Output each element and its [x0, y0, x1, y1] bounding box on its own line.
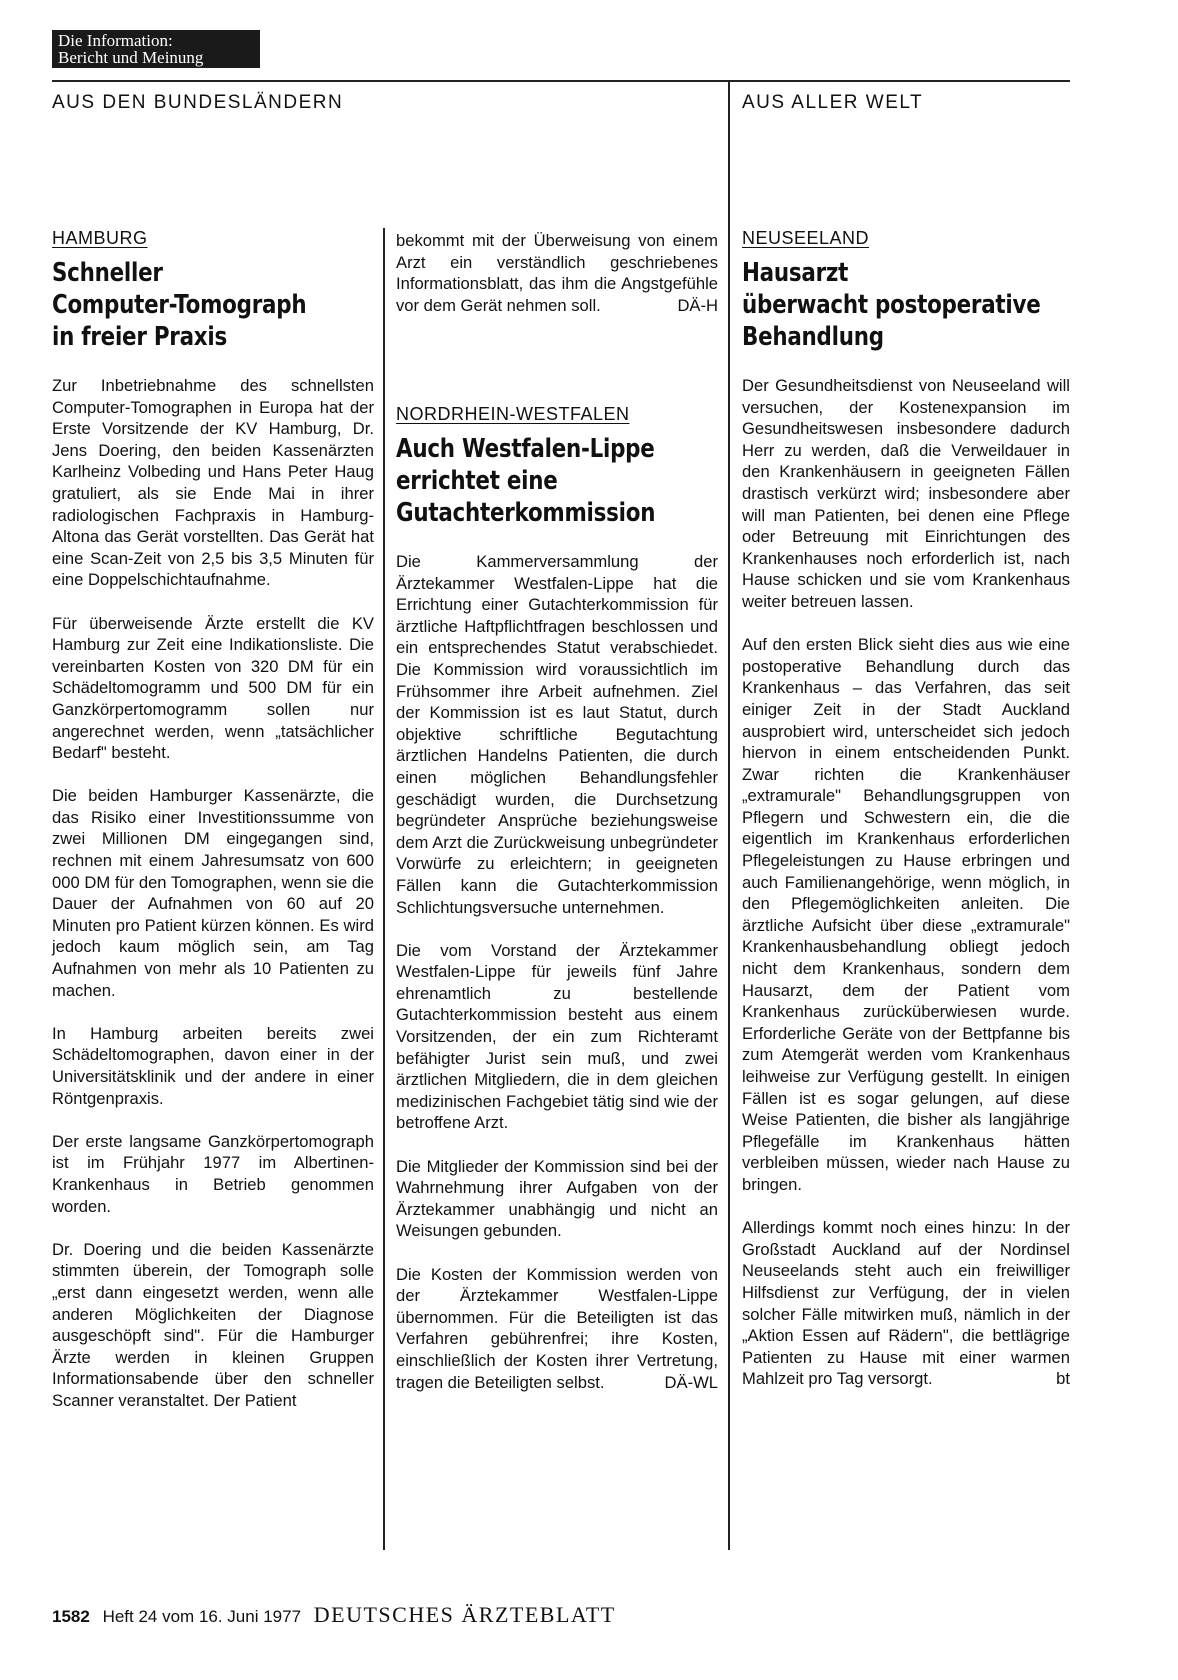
section-label-bundeslaender: AUS DEN BUNDESLÄNDERN: [52, 92, 344, 113]
column-rule-right: [728, 80, 730, 1550]
top-rule: [52, 80, 1070, 82]
region-label-hamburg: HAMBURG: [52, 228, 148, 248]
paragraph-last: [396, 1264, 718, 1394]
paragraph: Die vom Vorstand der Ärztekammer Westfalen-Lippe für jeweils fünf Jahre ehrenamtlich zu bestellende Gutachterkommission besteht aus einem Vorsitzenden, der ein zum Richteramt befähigter Jurist sein muß, und zwei ärztlichen Mitgliedern, die in dem gleichen medizinischen Fachgebiet tätig sind wie der betroffene Arzt.: [396, 940, 718, 1133]
signature-hamburg: DÄ-H: [677, 295, 718, 315]
paragraph: Auf den ersten Blick sieht dies aus wie eine postoperative Behandlung durch das Krankenhaus – das Verfahren, das seit einiger Zeit in der Stadt Auckland ausprobiert wird, unterscheidet sich jedoch hiervon in einem entscheidenden Punkt. Zwar richten die Krankenhäuser „extramurale" Behandlungsgruppen von Pflegern und Schwestern ein, die die eigentlich im Krankenhaus erforderlichen Pflegeleistungen zu Hause erbringen und auch Familienangehörige, wenn möglich, in den Pflegemöglichkeiten anleiten. Die ärztliche Aufsicht über diese „extramurale" Krankenhausbehandlung obliegt jedoch nicht dem Krankenhaus, sondern dem Hausarzt, dem der Patient vom Krankenhaus zurücküberwiesen wurde. Erforderliche Geräte von der Bettpfanne bis zum Atemgerät werden vom Krankenhaus leihweise zur Verfügung gestellt. In einigen Fällen ist es sogar gelungen, auf diese Weise Patienten, die bisher als langjährige Pflegefälle im Krankenhaus hätten verbleiben müssen, wieder nach Hause zu bringen.: [742, 635, 1070, 1194]
signature-nrw: DÄ-WL: [664, 1372, 718, 1392]
signature-neuseeland: bt: [1056, 1369, 1070, 1389]
column-rule-left: [383, 228, 385, 1550]
section-label-aller-welt: AUS ALLER WELT: [742, 92, 924, 113]
paragraph-text: Allerdings kommt noch eines hinzu: In der Großstadt Auckland auf der Nordinsel Neuseelands steht auch ein freiwilliger Hilfsdienst zur Verfügung, der in vielen solcher Fälle mitwirken muß, nämlich in der „Aktion Essen auf Rädern", die bettlägrige Patienten zu Hause mit einer warmen Mahlzeit pro Tag versorgt.: [742, 1218, 1070, 1389]
paragraph: Für überweisende Ärzte erstellt die KV Hamburg zur Zeit eine Indikationsliste. Die vereinbarten Kosten von 320 DM für ein Schädeltomogramm und 500 DM für ein Ganzkörpertomogramm sollen nur angerechnet werden, wenn „tatsächlicher Bedarf" besteht.: [52, 613, 374, 763]
article-body-neuseeland: [742, 375, 1070, 1390]
masthead-line-1: Die Information:: [58, 31, 173, 50]
paragraph: Die beiden Hamburger Kassenärzte, die das Risiko einer Investitionssumme von zwei Millionen DM eingegangen sind, rechnen mit einem Jahresumsatz von 600 000 DM für den Tomographen, wenn sie die Dauer der Aufnahmen von 60 auf 20 Minuten pro Patient kürzen können. Es wird jedoch kaum möglich sein, am Tag Aufnahmen von mehr als 10 Patienten zu machen.: [52, 786, 374, 1000]
article-hamburg-continued: [396, 230, 718, 316]
headline-line: Gutachterkommission: [396, 498, 656, 528]
paragraph: Der Gesundheitsdienst von Neuseeland will versuchen, der Kostenexpansion im Gesundheitswesen insbesondere dadurch Herr zu werden, daß die Verweildauer in den Krankenhäusern in geeigneten Fällen drastisch verkürzt wird; insbesondere aber will man Patienten, bei denen eine Pflege oder Betreuung mit Einrichtungen des Krankenhauses noch erforderlich ist, nach Hause schicken und sie vom Krankenhaus weiter betreuen lassen.: [742, 376, 1070, 611]
paragraph-continuation: [396, 230, 718, 316]
region-label-neuseeland: NEUSEELAND: [742, 228, 870, 248]
headline-line: errichtet eine: [396, 466, 558, 496]
article-body-nrw: [396, 551, 718, 1393]
page-number: 1582: [52, 1607, 90, 1626]
masthead: [52, 30, 260, 68]
masthead-line-2: Bericht und Meinung: [58, 48, 204, 67]
paragraph: Die Mitglieder der Kommission sind bei der Wahrnehmung ihrer Aufgaben von der Ärztekammer unabhängig und nicht an Weisungen gebunden.: [396, 1156, 718, 1241]
paragraph-text: Die Kosten der Kommission werden von der Ärztekammer Westfalen-Lippe übernommen. Für die Beteiligten ist das Verfahren gebührenfrei; ihre Kosten, einschließlich der Kosten ihrer Vertretung, tragen die Beteiligten selbst.: [396, 1264, 718, 1392]
paragraph: Zur Inbetriebnahme des schnellsten Computer-Tomographen in Europa hat der Erste Vorsitzende der KV Hamburg, Dr. Jens Doering, den beiden Kassenärzten Karlheinz Volbeding und Hans Peter Haug gratuliert, als sie Ende Mai in ihrer radiologischen Fachpraxis in Hamburg-Altona das Gerät vorstellten. Das Gerät hat eine Scan-Zeit von 2,5 bis 3,5 Minuten für eine Doppelschichtaufnahme.: [52, 376, 374, 590]
headline-hamburg: [52, 257, 374, 353]
headline-line: in freier Praxis: [52, 322, 227, 352]
paragraph: Der erste langsame Ganzkörpertomograph ist im Frühjahr 1977 im Albertinen-Krankenhaus in Betrieb genommen worden.: [52, 1131, 374, 1216]
paragraph: In Hamburg arbeiten bereits zwei Schädeltomographen, davon einer in der Universitätsklinik und der andere in einer Röntgenpraxis.: [52, 1023, 374, 1108]
headline-line: Schneller: [52, 258, 163, 288]
issue-info: Heft 24 vom 16. Juni 1977: [102, 1607, 302, 1626]
article-body-hamburg: [52, 375, 374, 1412]
paragraph: Die Kammerversammlung der Ärztekammer Westfalen-Lippe hat die Errichtung einer Gutachterkommission für ärztliche Haftpflichtfragen beschlossen und ein entsprechendes Statut verabschiedet. Die Kommission wird voraussichtlich im Frühsommer ihre Arbeit aufnehmen. Ziel der Kommission ist es laut Statut, durch objektive schriftliche Begutachtung ärztlichen Handelns Patienten, die durch einen möglichen Behandlungsfehler geschädigt wurden, die Durchsetzung begründeter Ansprüche beziehungsweise dem Arzt die Zurückweisung unbegründeter Vorwürfe zu erleichtern; in geeigneten Fällen kann die Gutachterkommission Schlichtungsversuche unternehmen.: [396, 552, 718, 917]
article-hamburg: [52, 228, 374, 1412]
headline-line: überwacht postoperative: [742, 290, 1041, 320]
page-footer: [52, 1602, 616, 1628]
headline-line: Auch Westfalen-Lippe: [396, 434, 655, 464]
headline-line: Computer-Tomograph: [52, 290, 307, 320]
headline-nrw: [396, 433, 718, 529]
paragraph: Dr. Doering und die beiden Kassenärzte stimmten überein, der Tomograph solle „erst dann eingesetzt werden, wenn alle anderen Möglichkeiten der Diagnose ausgeschöpft sind". Für die Hamburger Ärzte werden in kleinen Gruppen Informationsabende über den schneller Scanner veranstaltet. Der Patient: [52, 1239, 374, 1410]
paragraph-last: [742, 1217, 1070, 1390]
headline-neuseeland: [742, 257, 1070, 353]
journal-name: DEUTSCHES ÄRZTEBLATT: [313, 1602, 616, 1627]
article-nrw: [396, 404, 718, 1393]
article-neuseeland: [742, 228, 1070, 1390]
headline-line: Behandlung: [742, 322, 884, 352]
headline-line: Hausarzt: [742, 258, 849, 288]
continuation-text: bekommt mit der Überweisung von einem Arzt ein verständlich geschriebenes Informationsblatt, das ihm die Angstgefühle vor dem Gerät nehmen soll.: [396, 231, 718, 315]
region-label-nrw: NORDRHEIN-WESTFALEN: [396, 404, 630, 424]
